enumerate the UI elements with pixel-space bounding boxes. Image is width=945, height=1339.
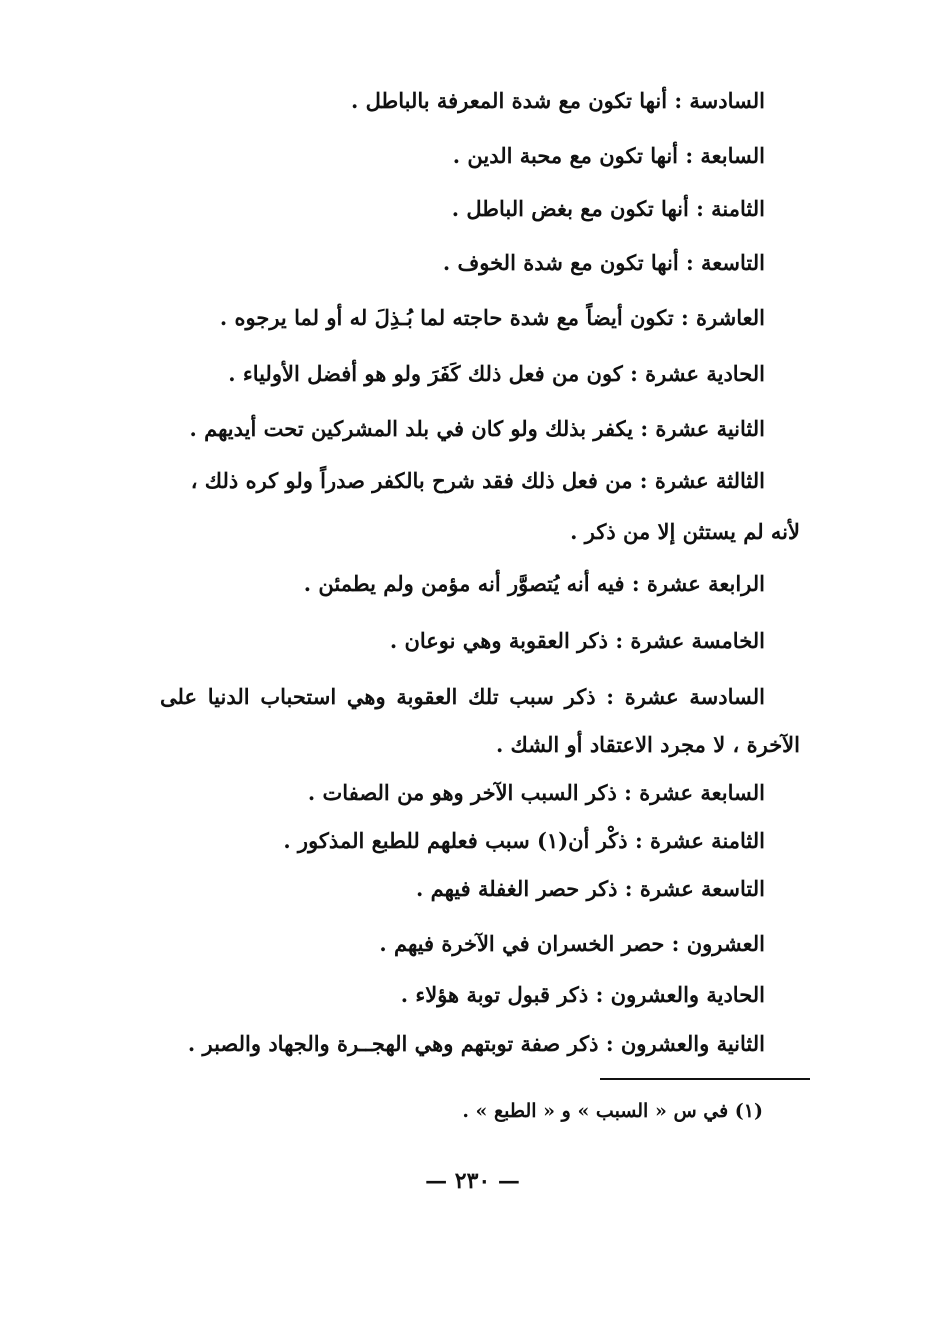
text-line-2: السابعة : أنها تكون مع محبة الدين .	[452, 143, 765, 168]
text-line-13: الآخرة ، لا مجرد الاعتقاد أو الشك .	[495, 732, 800, 757]
text-line-17: العشرون : حصر الخسران في الآخرة فيهم .	[379, 931, 765, 956]
text-line-11: الخامسة عشرة : ذكر العقوبة وهي نوعان .	[389, 628, 765, 653]
text-line-16: التاسعة عشرة : ذكر حصر الغفلة فيهم .	[416, 876, 765, 901]
text-line-1: السادسة : أنها تكون مع شدة المعرفة بالباطل .	[350, 88, 765, 113]
page-number: — ٢٣٠ —	[425, 1168, 520, 1194]
text-line-4: التاسعة : أنها تكون مع شدة الخوف .	[442, 250, 765, 275]
text-line-5: العاشرة : تكون أيضاً مع شدة حاجته لما بُـذِلَ له أو لما يرجوه .	[219, 305, 765, 330]
text-line-14: السابعة عشرة : ذكر السبب الآخر وهو من الصفات .	[307, 780, 765, 805]
text-line-18: الحادية والعشرون : ذكر قبول توبة هؤلاء .	[400, 982, 765, 1007]
footnote: (١) في س « السبب » و « الطبع » .	[462, 1100, 763, 1122]
text-line-15: الثامنة عشرة : ذكْر أن(١) سبب فعلهم للطبع المذكور .	[283, 828, 765, 853]
text-line-10: الرابعة عشرة : فيه أنه يُتصوَّر أنه مؤمن ولم يطمئن .	[303, 571, 765, 596]
footnote-separator	[600, 1078, 810, 1080]
text-line-7: الثانية عشرة : يكفر بذلك ولو كان في بلد المشركين تحت أيديهم .	[189, 416, 765, 441]
text-line-3: الثامنة : أنها تكون مع بغض الباطل .	[451, 196, 765, 221]
text-line-12: السادسة عشرة : ذكر سبب تلك العقوبة وهي استحباب الدنيا على	[160, 684, 765, 709]
text-line-9: لأنه لم يستثن إلا من ذكر .	[570, 519, 800, 544]
text-line-6: الحادية عشرة : كون من فعل ذلك كَفَرَ ولو هو أفضل الأولياء .	[228, 361, 765, 386]
text-line-19: الثانية والعشرون : ذكر صفة توبتهم وهي الهجــرة والجهاد والصبر .	[187, 1031, 765, 1056]
text-line-8: الثالثة عشرة : من فعل ذلك فقد شرح بالكفر صدراً ولو كره ذلك ،	[190, 468, 765, 493]
